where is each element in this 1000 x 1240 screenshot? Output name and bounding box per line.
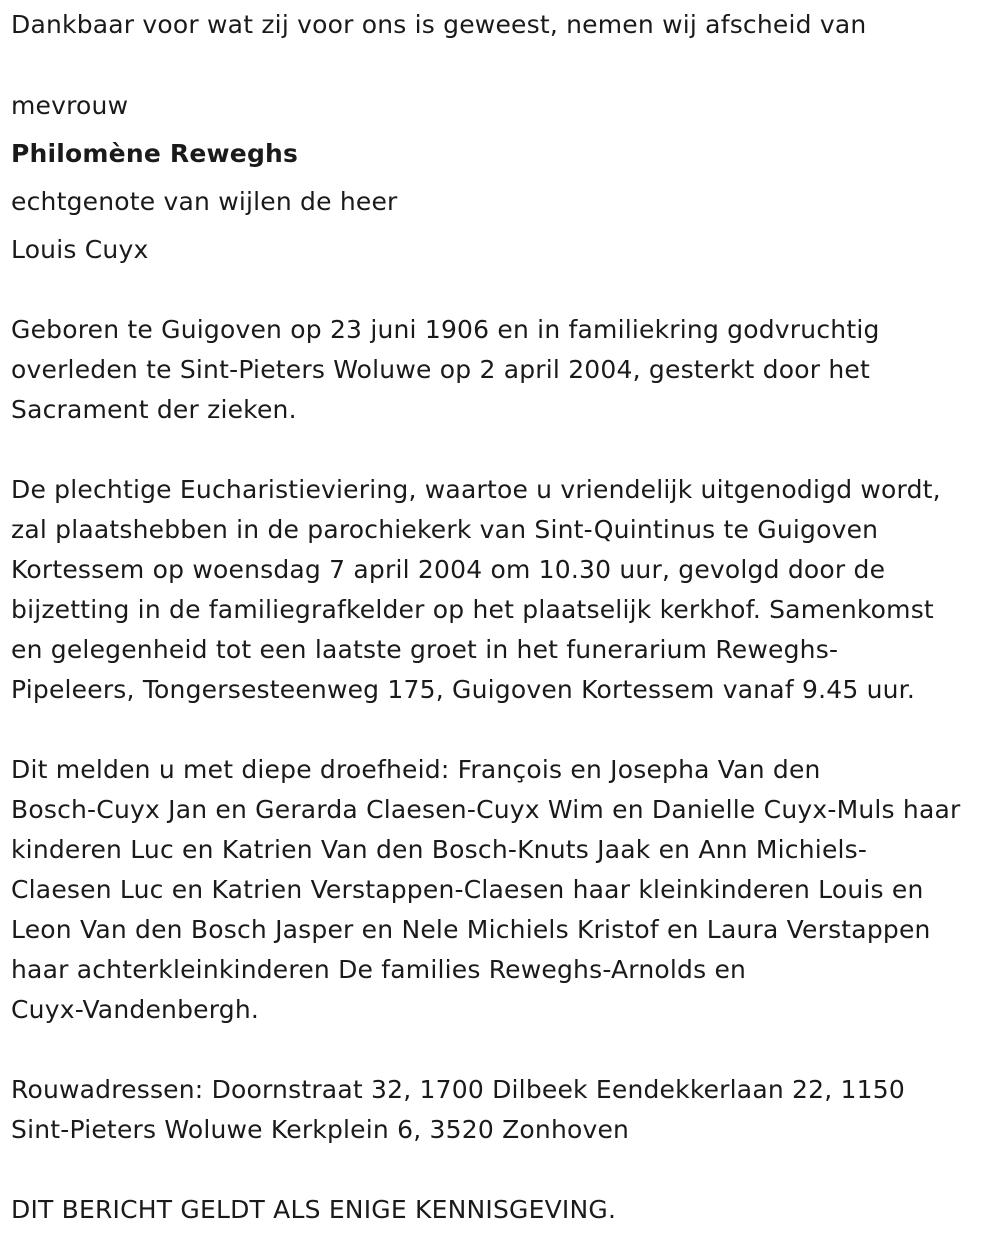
paragraph-line: Sint-Pieters Woluwe Kerkplein 6, 3520 Zonhoven [11,1115,630,1144]
spouse-name: Louis Cuyx [11,235,149,264]
notice-text: DIT BERICHT GELDT ALS ENIGE KENNISGEVING. [11,1195,617,1224]
salutation: mevrouw [11,91,129,120]
paragraph-line: bijzetting in de familiegrafkelder op het plaatselijk kerkhof. Samenkomst [11,595,934,624]
paragraph-line: De plechtige Eucharistieviering, waartoe u vriendelijk uitgenodigd wordt, [11,475,941,504]
paragraph-line: Cuyx-Vandenbergh. [11,995,260,1024]
paragraph-line: overleden te Sint-Pieters Woluwe op 2 april 2004, gesterkt door het [11,355,870,384]
addresses-paragraph [11,1070,905,1150]
paragraph-line: en gelegenheid tot een laatste groet in het funerarium Reweghs- [11,635,839,664]
paragraph-line: Claesen Luc en Katrien Verstappen-Claesen haar kleinkinderen Louis en [11,875,924,904]
paragraph-line: haar achterkleinkinderen De families Reweghs-Arnolds en [11,955,747,984]
paragraph-line: Sacrament der zieken. [11,395,297,424]
paragraph-line: Kortessem op woensdag 7 april 2004 om 10.30 uur, gevolgd door de [11,555,886,584]
paragraph-line: zal plaatshebben in de parochiekerk van Sint-Quintinus te Guigoven [11,515,879,544]
ceremony-paragraph [11,470,941,710]
deceased-name: Philomène Reweghs [11,139,299,168]
intro-text: Dankbaar voor wat zij voor ons is geweest, nemen wij afscheid van [11,10,867,39]
paragraph-line: kinderen Luc en Katrien Van den Bosch-Knuts Jaak en Ann Michiels- [11,835,868,864]
paragraph-line: Geboren te Guigoven op 23 juni 1906 en in familiekring godvruchtig [11,315,880,344]
paragraph-line: Pipeleers, Tongersesteenweg 175, Guigoven Kortessem vanaf 9.45 uur. [11,675,916,704]
birth-death-paragraph [11,310,880,430]
paragraph-line: Leon Van den Bosch Jasper en Nele Michiels Kristof en Laura Verstappen [11,915,931,944]
paragraph-line: Rouwadressen: Doornstraat 32, 1700 Dilbeek Eendekkerlaan 22, 1150 [11,1075,905,1104]
paragraph-line: Dit melden u met diepe droefheid: François en Josepha Van den [11,755,821,784]
family-paragraph [11,750,960,1030]
paragraph-line: Bosch-Cuyx Jan en Gerarda Claesen-Cuyx Wim en Danielle Cuyx-Muls haar [11,795,961,824]
spouse-prefix: echtgenote van wijlen de heer [11,187,398,216]
